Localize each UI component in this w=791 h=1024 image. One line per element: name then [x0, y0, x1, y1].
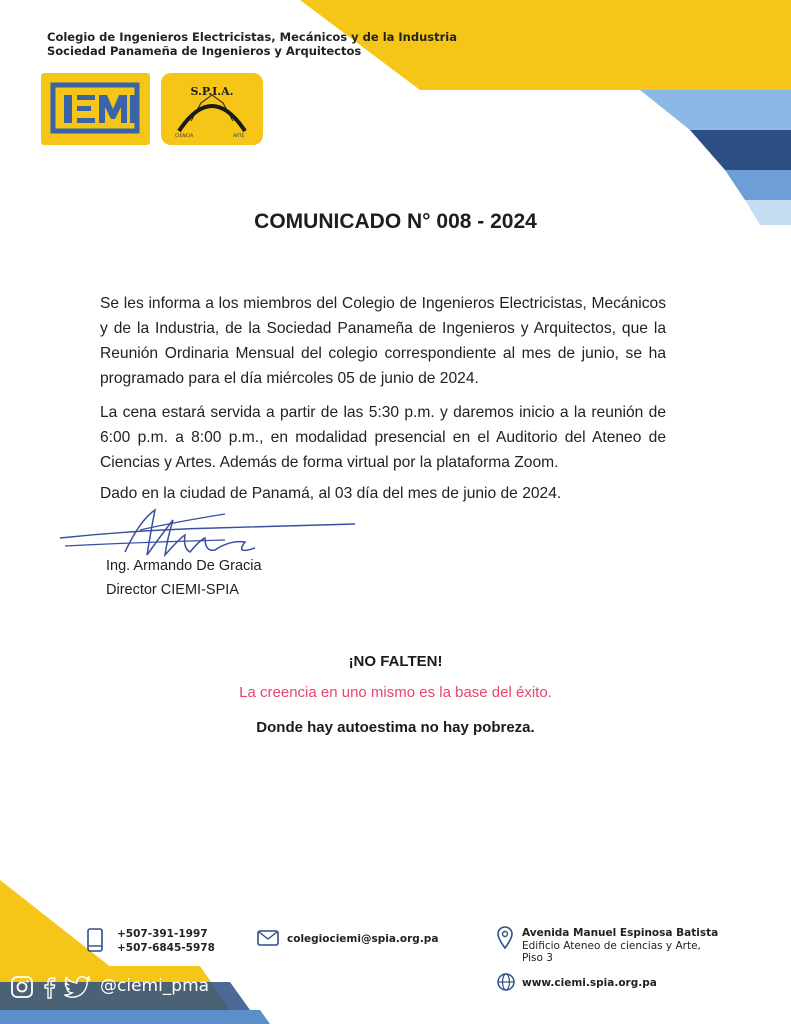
spia-logo — [161, 73, 263, 145]
phone-number-2[interactable]: +507-6845-5978 — [117, 942, 215, 954]
spia-logo-right: ARTE — [233, 134, 245, 139]
facebook-icon[interactable] — [40, 975, 58, 999]
phone-icon — [86, 928, 104, 952]
closing-motto: Donde hay autoestima no hay pobreza. — [256, 719, 535, 736]
org-name-ciemi: Colegio de Ingenieros Electricistas, Mecánicos y de la Industria — [47, 30, 458, 44]
mail-icon — [257, 930, 279, 946]
body-paragraph-3: Dado en la ciudad de Panamá, al 03 día del mes de junio de 2024. — [100, 485, 562, 502]
instagram-icon[interactable] — [10, 975, 34, 999]
location-pin-icon — [496, 926, 514, 950]
ciemi-logo — [41, 73, 150, 145]
signer-name: Ing. Armando De Gracia — [106, 558, 262, 574]
social-handle[interactable]: @ciemi_pma — [100, 976, 210, 996]
closing-no-falten: ¡NO FALTEN! — [348, 653, 443, 670]
body-paragraph-2: La cena estará servida a partir de las 5:30 p.m. y daremos inicio a la reunión de 6:00 p.m. a 8:00 p.m., en modalidad presencial en el Auditorio del Ateneo de Ciencias y Artes. Además de forma virtual por la plataforma Zoom. — [100, 404, 666, 471]
closing-motto-pink: La creencia en uno mismo es la base del éxito. — [239, 684, 552, 701]
spia-logo-left: CIENCIA — [175, 134, 194, 139]
body-paragraph-1: Se les informa a los miembros del Colegio de Ingenieros Electricistas, Mecánicos y de la Industria, de la Sociedad Panameña de Ingenieros y Arquitectos, que la Reunión Ordinaria Mensual del colegio correspondiente al mes de junio, se ha programado para el día miércoles 05 de junio de 2024. — [100, 295, 666, 387]
document-title: COMUNICADO N° 008 - 2024 — [254, 210, 537, 233]
spia-logo-text: S.P.I.A. — [190, 85, 234, 98]
spia-logo-mark — [161, 73, 263, 145]
org-name-spia: Sociedad Panameña de Ingenieros y Arquitectos — [47, 44, 362, 58]
phone-number-1[interactable]: +507-391-1997 — [117, 928, 208, 940]
address-line-1: Avenida Manuel Espinosa Batista — [522, 927, 719, 939]
address-line-2: Edificio Ateneo de ciencias y Arte, — [522, 940, 701, 952]
globe-icon — [496, 972, 516, 992]
website-link[interactable]: www.ciemi.spia.org.pa — [522, 977, 657, 989]
signer-title: Director CIEMI-SPIA — [106, 582, 239, 598]
ciemi-logo-mark — [41, 73, 150, 145]
email-link[interactable]: colegiociemi@spia.org.pa — [287, 933, 439, 945]
twitter-icon[interactable] — [64, 976, 92, 998]
address-line-3: Piso 3 — [522, 952, 553, 964]
